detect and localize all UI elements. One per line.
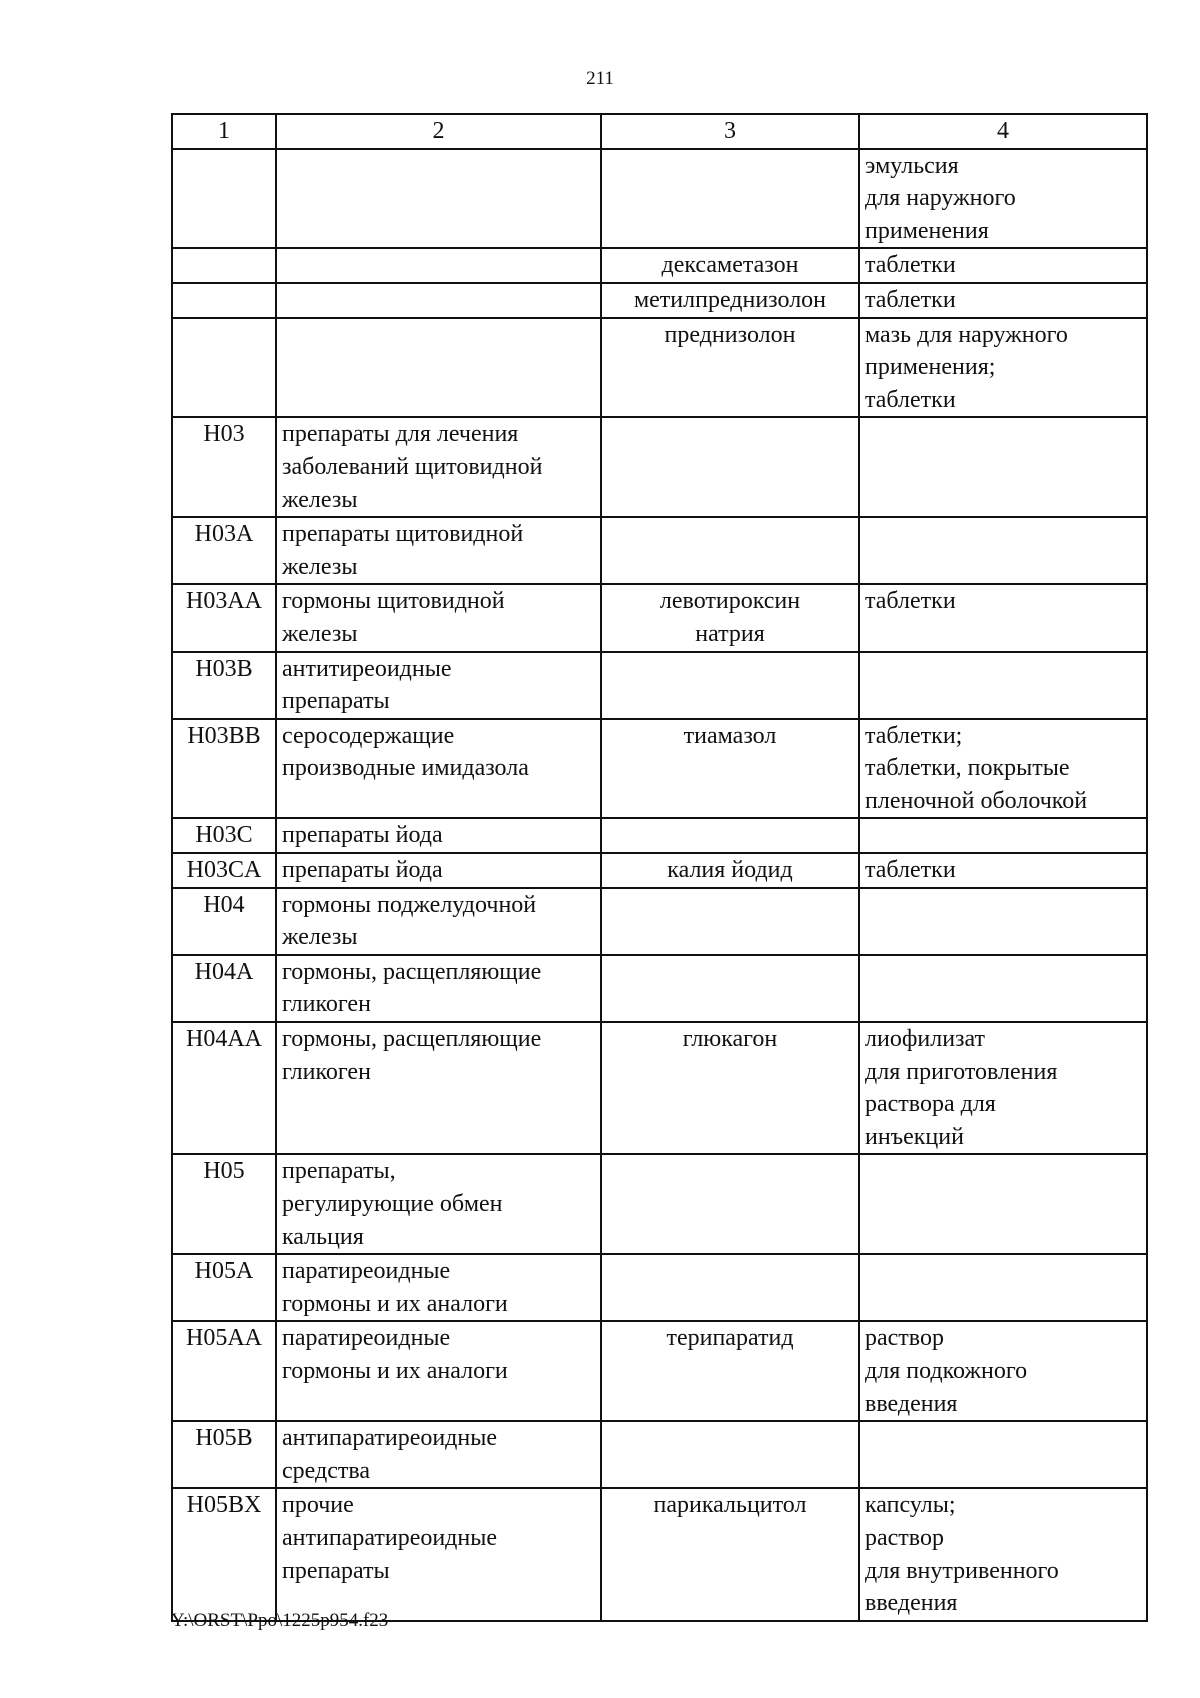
substance-cell: дексаметазон bbox=[601, 248, 859, 283]
dosage-form-cell: таблетки; таблетки, покрытые пленочной оболочкой bbox=[859, 719, 1147, 819]
dosage-form-cell bbox=[859, 888, 1147, 955]
substance-cell: калия йодид bbox=[601, 853, 859, 888]
substance-cell: глюкагон bbox=[601, 1022, 859, 1154]
substance-cell bbox=[601, 818, 859, 853]
table-row bbox=[172, 584, 1147, 651]
group-name-cell: гормоны щитовидной железы bbox=[276, 584, 601, 651]
header-cell-4: 4 bbox=[859, 114, 1147, 149]
header-cell-2: 2 bbox=[276, 114, 601, 149]
dosage-form-cell: лиофилизат для приготовления раствора для инъекций bbox=[859, 1022, 1147, 1154]
group-name-cell: гормоны поджелудочной железы bbox=[276, 888, 601, 955]
group-name-cell bbox=[276, 248, 601, 283]
table-row bbox=[172, 1488, 1147, 1620]
table-row bbox=[172, 318, 1147, 418]
dosage-form-cell: эмульсия для наружного применения bbox=[859, 149, 1147, 249]
code-cell bbox=[172, 283, 276, 318]
table-row bbox=[172, 1254, 1147, 1321]
code-cell: H03 bbox=[172, 417, 276, 517]
header-cell-1: 1 bbox=[172, 114, 276, 149]
group-name-cell bbox=[276, 149, 601, 249]
group-name-cell: прочие антипаратиреоидные препараты bbox=[276, 1488, 601, 1620]
group-name-cell: антипаратиреоидные средства bbox=[276, 1421, 601, 1488]
dosage-form-cell: таблетки bbox=[859, 584, 1147, 651]
drug-table bbox=[171, 113, 1148, 1622]
group-name-cell: серосодержащие производные имидазола bbox=[276, 719, 601, 819]
dosage-form-cell bbox=[859, 1421, 1147, 1488]
table-row bbox=[172, 818, 1147, 853]
group-name-cell: препараты для лечения заболеваний щитовидной железы bbox=[276, 417, 601, 517]
dosage-form-cell: таблетки bbox=[859, 853, 1147, 888]
table-row bbox=[172, 283, 1147, 318]
table-row bbox=[172, 149, 1147, 249]
code-cell: H05BX bbox=[172, 1488, 276, 1620]
code-cell bbox=[172, 149, 276, 249]
substance-cell: метилпреднизолон bbox=[601, 283, 859, 318]
table-row bbox=[172, 1022, 1147, 1154]
group-name-cell: паратиреоидные гормоны и их аналоги bbox=[276, 1321, 601, 1421]
group-name-cell: препараты, регулирующие обмен кальция bbox=[276, 1154, 601, 1254]
table-row bbox=[172, 248, 1147, 283]
substance-cell: парикальцитол bbox=[601, 1488, 859, 1620]
dosage-form-cell bbox=[859, 818, 1147, 853]
group-name-cell: гормоны, расщепляющие гликоген bbox=[276, 955, 601, 1022]
group-name-cell bbox=[276, 318, 601, 418]
drug-table-body bbox=[172, 114, 1147, 1621]
substance-cell bbox=[601, 955, 859, 1022]
dosage-form-cell bbox=[859, 652, 1147, 719]
code-cell: H05 bbox=[172, 1154, 276, 1254]
substance-cell: преднизолон bbox=[601, 318, 859, 418]
substance-cell bbox=[601, 1154, 859, 1254]
table-row bbox=[172, 853, 1147, 888]
group-name-cell: препараты щитовидной железы bbox=[276, 517, 601, 584]
dosage-form-cell bbox=[859, 517, 1147, 584]
dosage-form-cell bbox=[859, 1254, 1147, 1321]
table-header-row bbox=[172, 114, 1147, 149]
table-row bbox=[172, 1421, 1147, 1488]
dosage-form-cell bbox=[859, 955, 1147, 1022]
table-row bbox=[172, 1321, 1147, 1421]
group-name-cell bbox=[276, 283, 601, 318]
table-row bbox=[172, 1154, 1147, 1254]
table-row bbox=[172, 888, 1147, 955]
table-row bbox=[172, 955, 1147, 1022]
table-row bbox=[172, 517, 1147, 584]
substance-cell bbox=[601, 417, 859, 517]
code-cell: H03BB bbox=[172, 719, 276, 819]
page-number: 211 bbox=[586, 68, 614, 89]
dosage-form-cell: таблетки bbox=[859, 248, 1147, 283]
code-cell: H05B bbox=[172, 1421, 276, 1488]
code-cell: H03C bbox=[172, 818, 276, 853]
code-cell: H04 bbox=[172, 888, 276, 955]
group-name-cell: гормоны, расщепляющие гликоген bbox=[276, 1022, 601, 1154]
substance-cell bbox=[601, 1254, 859, 1321]
dosage-form-cell bbox=[859, 417, 1147, 517]
dosage-form-cell: раствор для подкожного введения bbox=[859, 1321, 1147, 1421]
substance-cell bbox=[601, 652, 859, 719]
code-cell: H04A bbox=[172, 955, 276, 1022]
header-cell-3: 3 bbox=[601, 114, 859, 149]
dosage-form-cell: таблетки bbox=[859, 283, 1147, 318]
group-name-cell: паратиреоидные гормоны и их аналоги bbox=[276, 1254, 601, 1321]
substance-cell: левотироксин натрия bbox=[601, 584, 859, 651]
code-cell: H03B bbox=[172, 652, 276, 719]
substance-cell bbox=[601, 888, 859, 955]
footer-file-path: Y:\ORST\Ppo\1225p954.f23 bbox=[171, 1610, 389, 1631]
code-cell bbox=[172, 248, 276, 283]
dosage-form-cell: капсулы; раствор для внутривенного введения bbox=[859, 1488, 1147, 1620]
group-name-cell: препараты йода bbox=[276, 853, 601, 888]
code-cell: H03CA bbox=[172, 853, 276, 888]
substance-cell bbox=[601, 149, 859, 249]
substance-cell bbox=[601, 517, 859, 584]
table-row bbox=[172, 652, 1147, 719]
dosage-form-cell bbox=[859, 1154, 1147, 1254]
drug-table-container bbox=[171, 113, 1148, 1622]
table-row bbox=[172, 719, 1147, 819]
code-cell: H03AA bbox=[172, 584, 276, 651]
dosage-form-cell: мазь для наружного применения; таблетки bbox=[859, 318, 1147, 418]
group-name-cell: препараты йода bbox=[276, 818, 601, 853]
code-cell: H04AA bbox=[172, 1022, 276, 1154]
table-row bbox=[172, 417, 1147, 517]
substance-cell: терипаратид bbox=[601, 1321, 859, 1421]
group-name-cell: антитиреоидные препараты bbox=[276, 652, 601, 719]
code-cell: H03A bbox=[172, 517, 276, 584]
code-cell: H05AA bbox=[172, 1321, 276, 1421]
code-cell: H05A bbox=[172, 1254, 276, 1321]
substance-cell: тиамазол bbox=[601, 719, 859, 819]
substance-cell bbox=[601, 1421, 859, 1488]
code-cell bbox=[172, 318, 276, 418]
